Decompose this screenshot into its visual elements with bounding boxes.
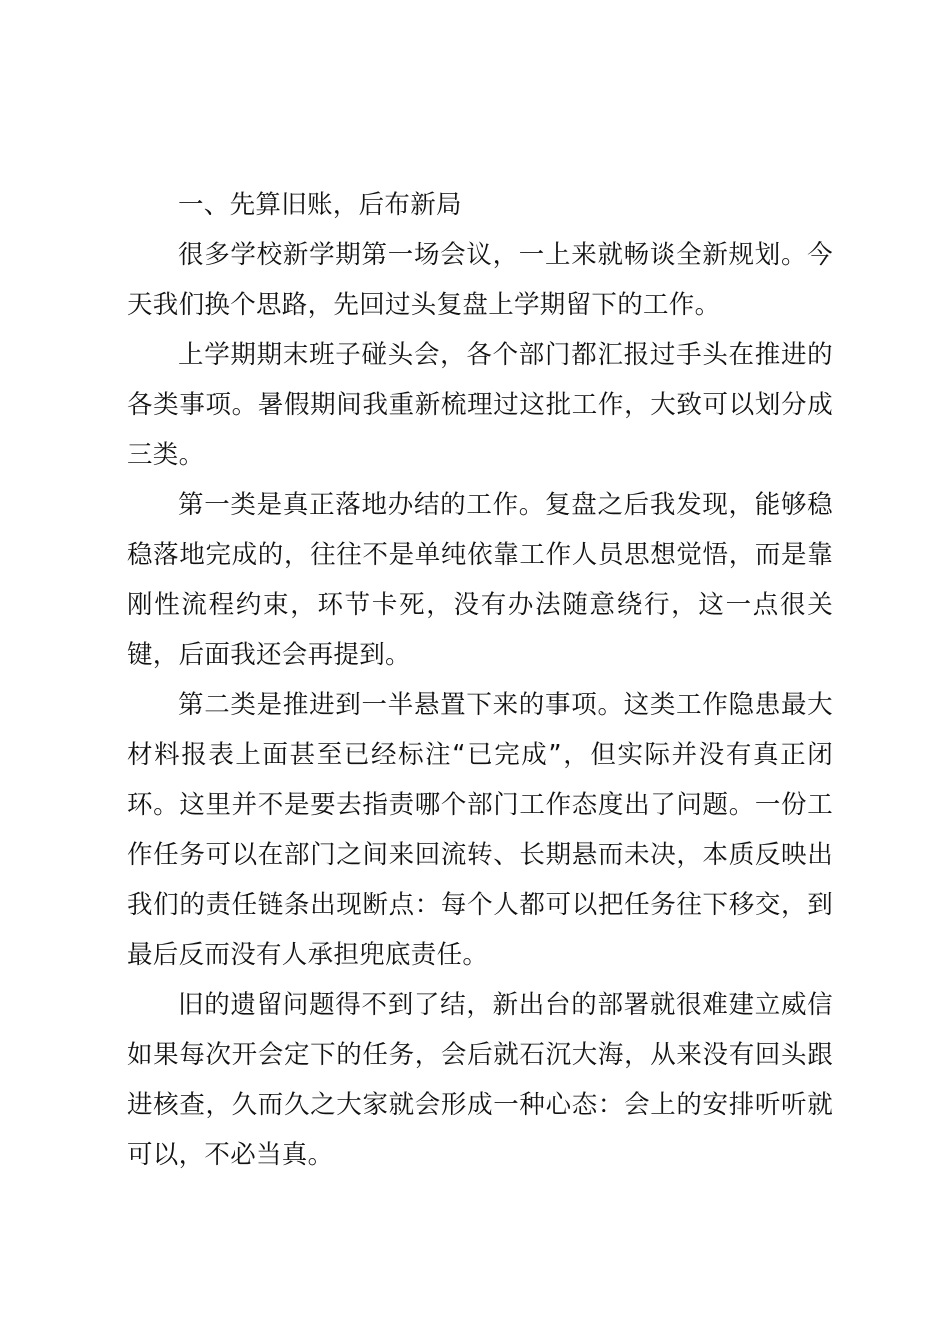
paragraph: 第二类是推进到一半悬置下来的事项。这类工作隐患最大材料报表上面甚至已经标注“已完成”，但实际并没有真正闭环。这里并不是要去指责哪个部门工作态度出了问题。一份工作任务可以在部门之间来回流转、长期悬而未决，本质反映出我们的责任链条出现断点：每个人都可以把任务往下移交，到最后反而没有人承担兜底责任。: [127, 690, 833, 970]
paragraph: 上学期期末班子碰头会，各个部门都汇报过手头在推进的各类事项。暑假期间我重新梳理过这批工作，大致可以划分成三类。: [127, 340, 833, 470]
paragraph: 旧的遗留问题得不到了结，新出台的部署就很难建立威信如果每次开会定下的任务，会后就石沉大海，从来没有回头跟进核查，久而久之大家就会形成一种心态：会上的安排听听就可以，不必当真。: [127, 990, 833, 1170]
section-heading: 一、先算旧账，后布新局: [178, 190, 462, 220]
document-body: [127, 180, 833, 1180]
paragraph: 第一类是真正落地办结的工作。复盘之后我发现，能够稳稳落地完成的，往往不是单纯依靠工作人员思想觉悟，而是靠刚性流程约束，环节卡死，没有办法随意绕行，这一点很关键，后面我还会再提到。: [127, 490, 833, 670]
paragraph: 很多学校新学期第一场会议，一上来就畅谈全新规划。今天我们换个思路，先回过头复盘上学期留下的工作。: [127, 240, 833, 320]
